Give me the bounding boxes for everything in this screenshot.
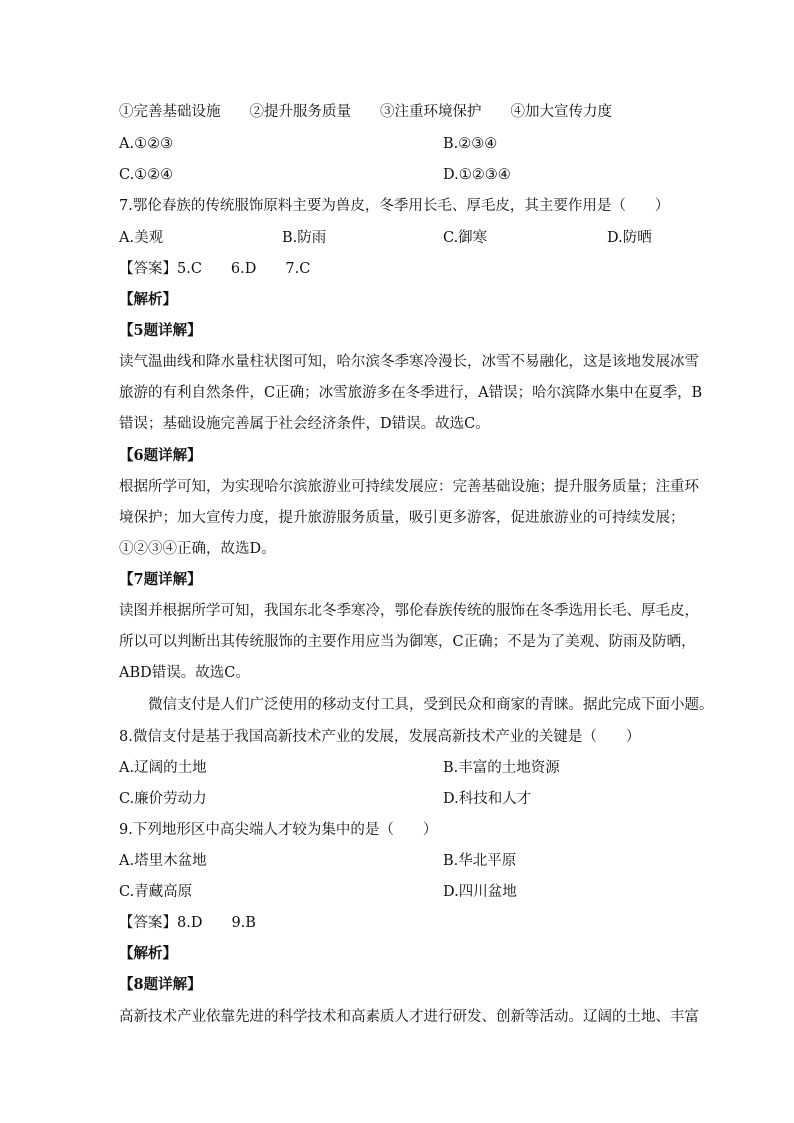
q5-detail-line: 读气温曲线和降水量柱状图可知，哈尔滨冬季寒冷漫长，冰雪不易融化，这是该地发展冰雪 [119,354,699,370]
analysis-label: 【解析】 [119,291,177,308]
q9-option-d: D.四川盆地 [443,884,517,900]
q8-option-a: A.辽阔的土地 [119,760,207,776]
q5-detail-line: 旅游的有利自然条件，C正确；冰雪旅游多在冬季进行，A错误；哈尔滨降水集中在夏季，B [119,385,703,401]
q7-option-a: A.美观 [119,230,164,246]
q8-detail-title: 【8题详解】 [119,976,202,993]
q7-option-b: B.防雨 [282,230,327,246]
q6-option-a: A.①②③ [119,136,174,152]
q8-detail-line: 高新技术产业依靠先进的科学技术和高素质人才进行研发、创新等活动。辽阔的土地、丰富 [119,1009,699,1025]
q9-option-c: C.青藏高原 [119,884,193,900]
q7-detail-title: 【7题详解】 [119,571,202,588]
answer-5-7: 【答案】5.C 6.D 7.C [119,261,311,277]
passage-intro: 微信支付是人们广泛使用的移动支付工具，受到民众和商家的青睐。据此完成下面小题。 [148,697,714,713]
q7-detail-line: 读图并根据所学可知，我国东北冬季寒冷，鄂伦春族传统的服饰在冬季选用长毛、厚毛皮， [119,603,699,619]
answer-8-9: 【答案】8.D 9.B [119,915,256,931]
q8-option-d: D.科技和人才 [443,791,532,807]
q5-detail-line: 错误；基础设施完善属于社会经济条件，D错误。故选C。 [119,416,490,432]
q6-detail-line: ①②③④正确，故选D。 [119,541,276,557]
q7-detail-line: 所以可以判断出其传统服饰的主要作用应当为御寒，C正确；不是为了美观、防雨及防晒， [119,634,696,650]
q6-detail-line: 境保护；加大宣传力度，提升旅游服务质量，吸引更多游客，促进旅游业的可持续发展； [119,510,685,526]
q7-option-d: D.防晒 [607,230,652,246]
q5-detail-title: 【5题详解】 [119,322,202,339]
q7-detail-line: ABD错误。故选C。 [119,665,250,681]
q9-stem: 9.下列地形区中高尖端人才较为集中的是（ ） [119,822,438,838]
q7-stem: 7.鄂伦春族的传统服饰原料主要为兽皮，冬季用长毛、厚毛皮，其主要作用是（ ） [119,198,670,214]
q6-option-c: C.①②④ [119,167,174,183]
q9-option-a: A.塔里木盆地 [119,853,207,869]
q6-items: ①完善基础设施 ②提升服务质量 ③注重环境保护 ④加大宣传力度 [119,104,612,120]
q9-option-b: B.华北平原 [443,853,517,869]
q8-stem: 8.微信支付是基于我国高新技术产业的发展，发展高新技术产业的关键是（ ） [119,729,641,745]
q6-detail-line: 根据所学可知，为实现哈尔滨旅游业可持续发展应：完善基础设施；提升服务质量；注重环 [119,479,699,495]
q8-option-c: C.廉价劳动力 [119,791,207,807]
q6-option-b: B.②③④ [443,136,498,152]
q8-option-b: B.丰富的土地资源 [443,760,560,776]
q6-detail-title: 【6题详解】 [119,447,202,464]
q6-option-d: D.①②③④ [443,167,511,183]
analysis-label-2: 【解析】 [119,945,177,962]
q7-option-c: C.御寒 [443,230,488,246]
